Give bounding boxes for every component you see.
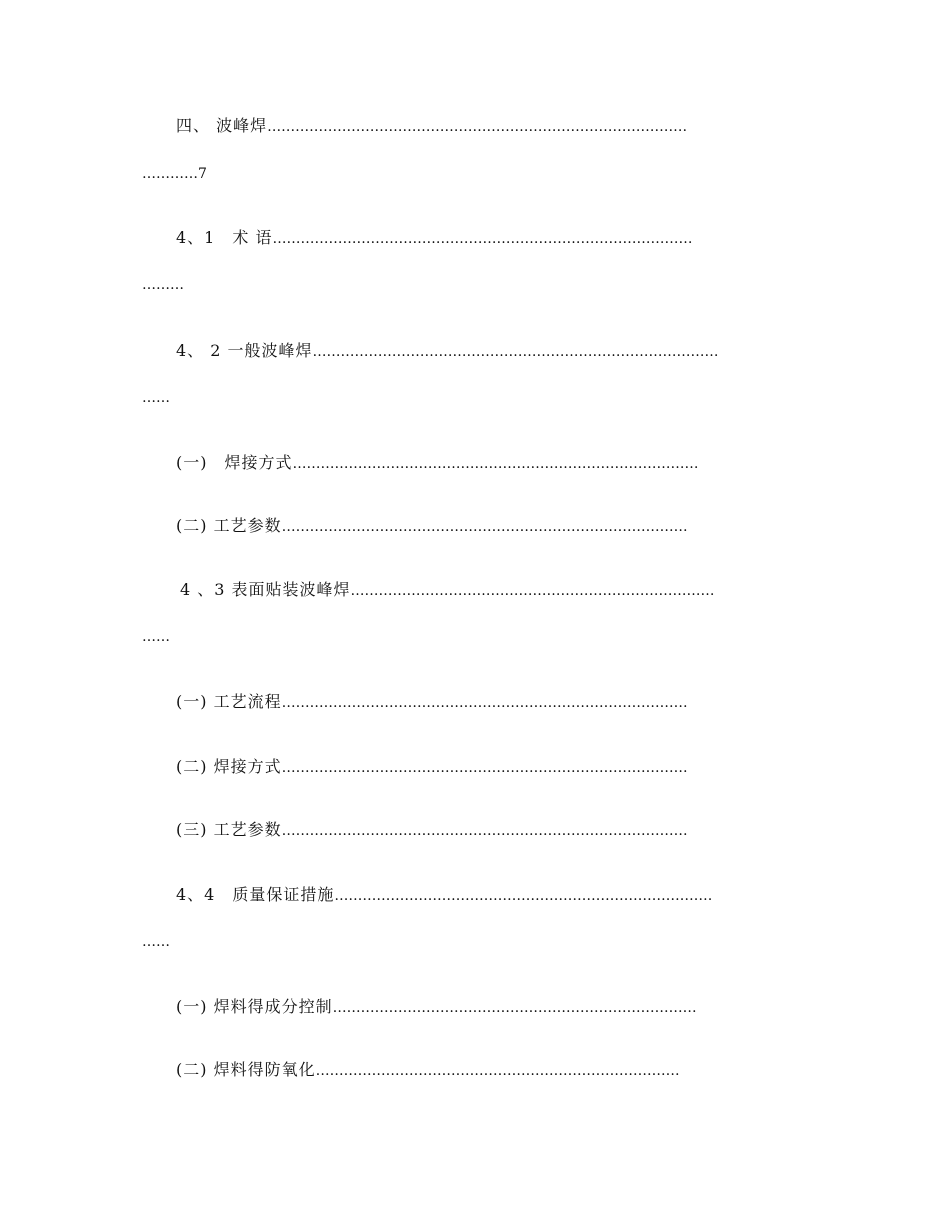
toc-leader: …………………………………………………………………………… bbox=[281, 519, 688, 535]
toc-entry bbox=[176, 1060, 680, 1081]
toc-label: (二) 焊料得防氧化 bbox=[176, 1060, 316, 1079]
toc-label: (二) 工艺参数 bbox=[176, 516, 282, 535]
toc-leader-continued: …… bbox=[142, 390, 170, 406]
toc-label: 4、1 术 语 bbox=[176, 228, 273, 247]
toc-continuation bbox=[142, 626, 170, 647]
toc-entry bbox=[176, 516, 688, 537]
toc-continuation bbox=[142, 163, 207, 184]
toc-entry bbox=[176, 757, 688, 778]
toc-entry bbox=[176, 116, 687, 137]
toc-leader: …………………………………………………………………… bbox=[315, 1063, 680, 1079]
toc-leader: …………………………………………………………………………… bbox=[281, 823, 688, 839]
toc-entry bbox=[176, 820, 688, 841]
toc-leader: …………………………………………………………………………… bbox=[292, 456, 699, 472]
toc-label: (二) 焊接方式 bbox=[176, 757, 282, 776]
toc-leader: ……………………………………………………………………………… bbox=[272, 231, 693, 247]
toc-label: 4、 2 一般波峰焊 bbox=[176, 341, 313, 360]
toc-leader-continued: …… bbox=[142, 629, 170, 645]
toc-label: 四、 波峰焊 bbox=[176, 116, 268, 135]
toc-entry bbox=[176, 453, 699, 474]
toc-leader: …………………………………………………………………………… bbox=[281, 695, 688, 711]
toc-leader: ……………………………………………………………………… bbox=[334, 888, 713, 904]
toc-label: 4 、3 表面贴装波峰焊 bbox=[180, 580, 351, 599]
toc-leader-continued: …… bbox=[142, 934, 170, 950]
toc-label: (一) 工艺流程 bbox=[176, 692, 282, 711]
toc-label: (一) 焊料得成分控制 bbox=[176, 997, 333, 1016]
toc-leader: ……………………………………………………………………………… bbox=[267, 119, 688, 135]
toc-entry bbox=[176, 692, 688, 713]
toc-label: (一) 焊接方式 bbox=[176, 453, 293, 472]
toc-label: (三) 工艺参数 bbox=[176, 820, 282, 839]
toc-continuation bbox=[142, 931, 170, 952]
toc-entry bbox=[176, 885, 712, 906]
toc-entry bbox=[176, 997, 697, 1018]
toc-leader: …………………………………………………………………………… bbox=[281, 760, 688, 776]
toc-entry bbox=[180, 580, 715, 601]
toc-continuation bbox=[142, 387, 170, 408]
toc-entry bbox=[176, 341, 719, 362]
toc-leader: …………………………………………………………………… bbox=[332, 1000, 697, 1016]
toc-label: 4、4 质量保证措施 bbox=[176, 885, 335, 904]
toc-entry bbox=[176, 228, 692, 249]
toc-leader-continued: …………7 bbox=[142, 166, 207, 182]
toc-continuation bbox=[142, 274, 184, 295]
toc-leader-continued: ……… bbox=[142, 277, 184, 293]
toc-leader: …………………………………………………………………………… bbox=[312, 344, 719, 360]
toc-leader: …………………………………………………………………… bbox=[350, 583, 715, 599]
